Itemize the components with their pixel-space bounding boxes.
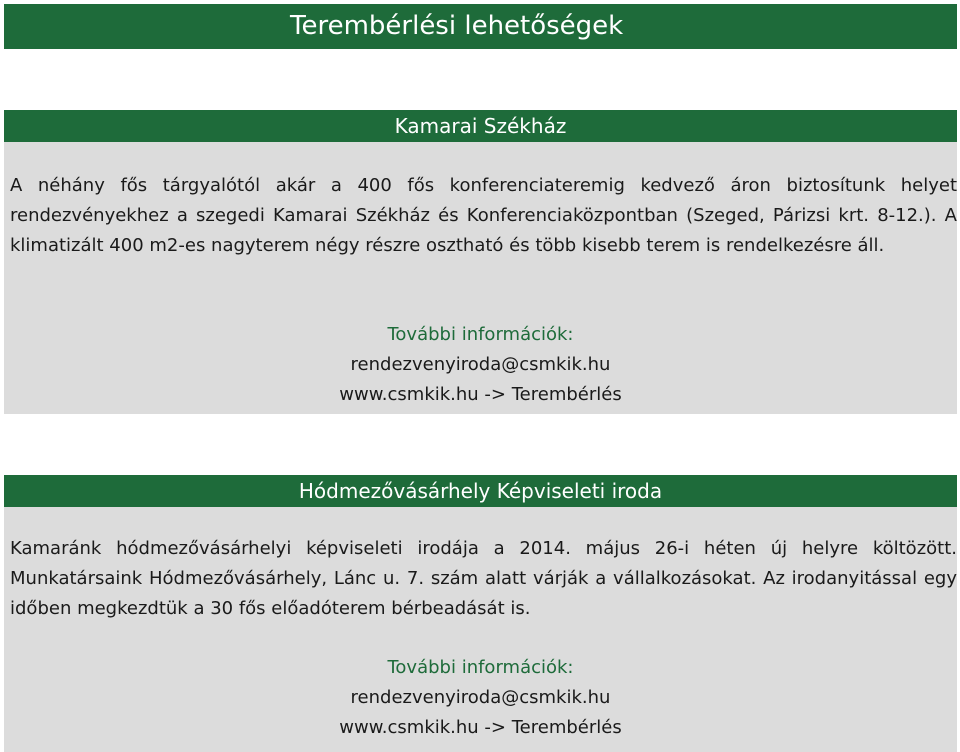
website-link[interactable]: www.csmkik.hu -> Terembérlés <box>339 384 622 405</box>
page-title: Terembérlési lehetőségek <box>290 11 624 41</box>
info-label: További információk: <box>387 324 574 345</box>
website-link[interactable]: www.csmkik.hu -> Terembérlés <box>339 717 622 738</box>
email-link[interactable]: rendezvenyiroda@csmkik.hu <box>350 354 611 375</box>
page-title-bar <box>4 4 957 49</box>
info-label: További információk: <box>387 657 574 678</box>
section-body-kamarai-szekhaz <box>4 142 957 414</box>
email-link[interactable]: rendezvenyiroda@csmkik.hu <box>350 687 611 708</box>
section-heading-kamarai-szekhaz: Kamarai Székház <box>4 110 957 142</box>
section-paragraph: A néhány fős tárgyalótól akár a 400 fős konferenciateremig kedvező áron biztosítunk helyet rendezvényekhez a szegedi Kamarai Székház és Konferenciaközpontban (Szeged, Párizsi krt. 8-12.). A klimatizált 400 m2-es nagyterem négy részre osztható és több kisebb terem is rendelkezésre áll. <box>10 175 957 256</box>
section-paragraph: Kamaránk hódmezővásárhelyi képviseleti irodája a 2014. május 26-i héten új helyre költözött. Munkatársaink Hódmezővásárhely, Lánc u. 7. szám alatt várják a vállalkozásokat. Az irodanyitással egy időben megkezdtük a 30 fős előadóterem bérbeadását is. <box>10 538 957 619</box>
section-body-hodmezovasarhely <box>4 507 957 752</box>
section-heading-hodmezovasarhely: Hódmezővásárhely Képviseleti iroda <box>4 475 957 507</box>
